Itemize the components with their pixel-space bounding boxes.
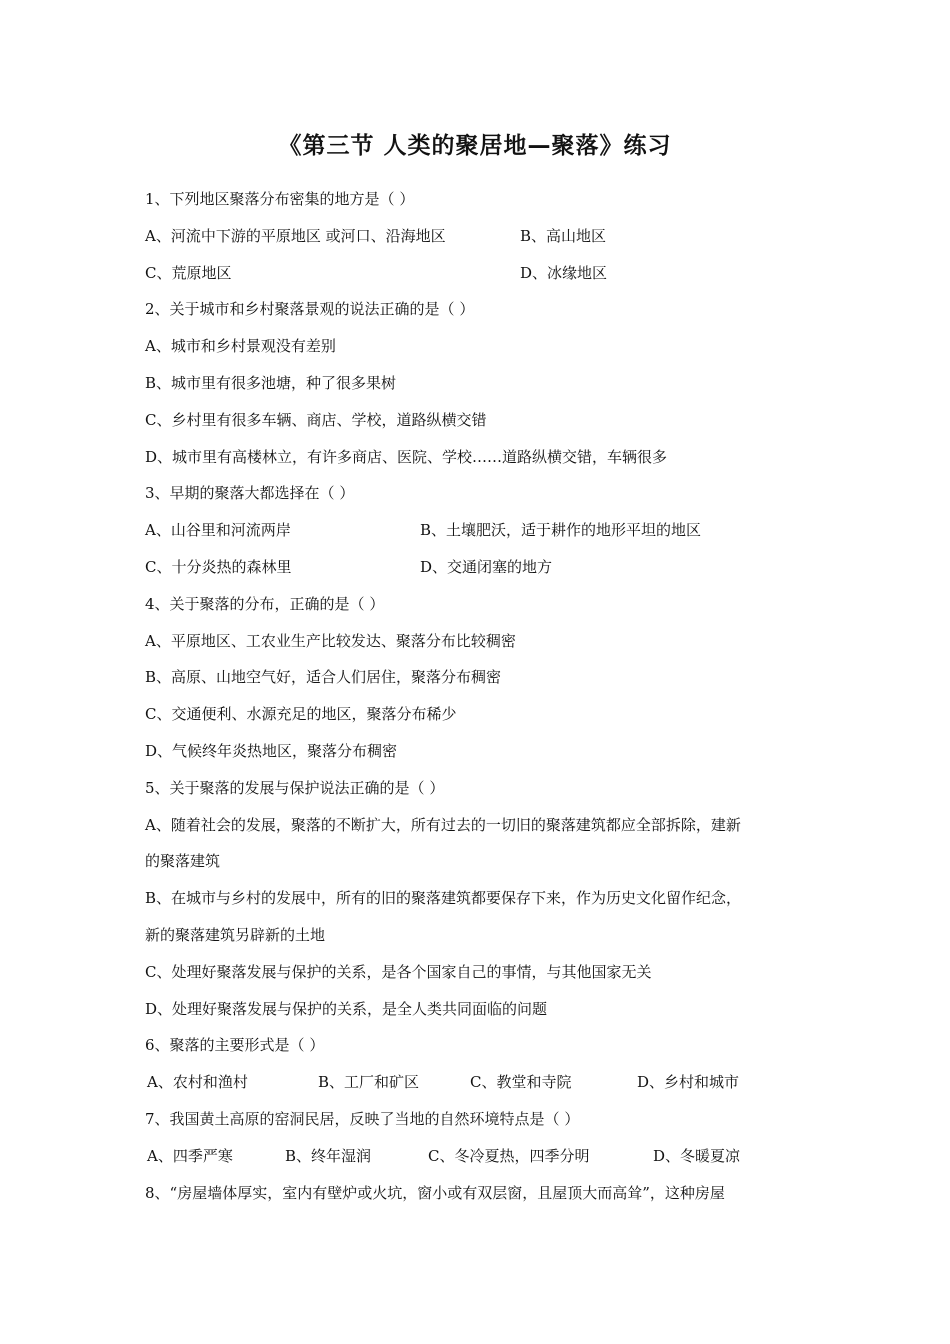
line-text: C、冬冷夏热，四季分明 [428, 1146, 590, 1165]
line-text: 的聚落建筑 [145, 852, 221, 871]
line-text: C、荒原地区 [145, 263, 232, 282]
line-text: C、教堂和寺院 [470, 1073, 572, 1092]
page-title: 《第三节 人类的聚居地—聚落》练习 [278, 133, 672, 159]
line-text: A、城市和乡村景观没有差别 [145, 337, 336, 356]
line-text: D、气候终年炎热地区，聚落分布稠密 [145, 741, 398, 760]
line-text: D、冬暖夏凉 [653, 1146, 741, 1165]
text-line [145, 593, 815, 630]
text-line [145, 482, 815, 519]
text-line [145, 446, 815, 483]
line-text: 7、我国黄土高原的窑洞民居，反映了当地的自然环境特点是（ ） [145, 1109, 580, 1128]
text-line [145, 814, 815, 851]
text-line [145, 703, 815, 740]
line-text: A、山谷里和河流两岸 [145, 521, 291, 540]
exercise-content [145, 188, 815, 1218]
text-line [145, 924, 815, 961]
text-line [145, 1034, 815, 1071]
text-line [145, 666, 815, 703]
line-text: 6、聚落的主要形式是（ ） [145, 1036, 325, 1055]
line-text: 新的聚落建筑另辟新的土地 [145, 925, 326, 944]
line-text: C、十分炎热的森林里 [145, 557, 292, 576]
text-line [145, 262, 815, 299]
line-text: B、工厂和矿区 [318, 1073, 420, 1092]
line-text: B、高山地区 [520, 226, 607, 245]
line-text: D、乡村和城市 [637, 1073, 740, 1092]
text-line [145, 409, 815, 446]
line-text: 3、早期的聚落大都选择在（ ） [145, 484, 355, 503]
text-line [145, 777, 815, 814]
line-text: 5、关于聚落的发展与保护说法正确的是（ ） [145, 778, 445, 797]
line-text: B、终年湿润 [285, 1146, 372, 1165]
text-line [145, 1108, 815, 1145]
line-text: A、四季严寒 [147, 1146, 233, 1165]
line-text: A、随着社会的发展，聚落的不断扩大，所有过去的一切旧的聚落建筑都应全部拆除，建新 [145, 815, 741, 834]
line-text: A、平原地区、工农业生产比较发达、聚落分布比较稠密 [145, 631, 516, 650]
text-line [145, 225, 815, 262]
text-line [145, 372, 815, 409]
text-line [145, 740, 815, 777]
text-line [145, 335, 815, 372]
line-text: D、冰缘地区 [520, 263, 608, 282]
line-text: D、处理好聚落发展与保护的关系，是全人类共同面临的问题 [145, 999, 548, 1018]
text-line [145, 998, 815, 1035]
line-text: B、土壤肥沃，适于耕作的地形平坦的地区 [420, 521, 702, 540]
line-text: B、高原、山地空气好，适合人们居住，聚落分布稠密 [145, 668, 502, 687]
line-text: D、城市里有高楼林立，有许多商店、医院、学校……道路纵横交错，车辆很多 [145, 447, 668, 466]
text-line [145, 1071, 815, 1108]
line-text: A、农村和渔村 [147, 1073, 248, 1092]
line-text: 4、关于聚落的分布，正确的是（ ） [145, 594, 385, 613]
text-line [145, 887, 815, 924]
line-text: C、交通便利、水源充足的地区，聚落分布稀少 [145, 705, 457, 724]
text-line [145, 961, 815, 998]
text-line [145, 188, 815, 225]
line-text: 1、下列地区聚落分布密集的地方是（ ） [145, 190, 415, 208]
line-text: A、河流中下游的平原地区 或河口、沿海地区 [145, 226, 446, 245]
line-text: 8、“房屋墙体厚实，室内有壁炉或火坑，窗小或有双层窗，且屋顶大而高耸”，这种房屋 [145, 1183, 725, 1202]
text-line [145, 519, 815, 556]
line-text: C、处理好聚落发展与保护的关系，是各个国家自己的事情，与其他国家无关 [145, 962, 652, 981]
line-text: 2、关于城市和乡村聚落景观的说法正确的是（ ） [145, 300, 475, 319]
text-line [145, 630, 815, 667]
text-line [145, 556, 815, 593]
text-line [145, 298, 815, 335]
line-text: B、在城市与乡村的发展中，所有的旧的聚落建筑都要保存下来，作为历史文化留作纪念， [145, 889, 742, 908]
text-line [145, 850, 815, 887]
line-text: D、交通闭塞的地方 [420, 557, 553, 576]
text-line [145, 1145, 815, 1182]
text-line [145, 1182, 815, 1219]
line-text: C、乡村里有很多车辆、商店、学校，道路纵横交错 [145, 410, 487, 429]
line-text: B、城市里有很多池塘，种了很多果树 [145, 373, 397, 392]
